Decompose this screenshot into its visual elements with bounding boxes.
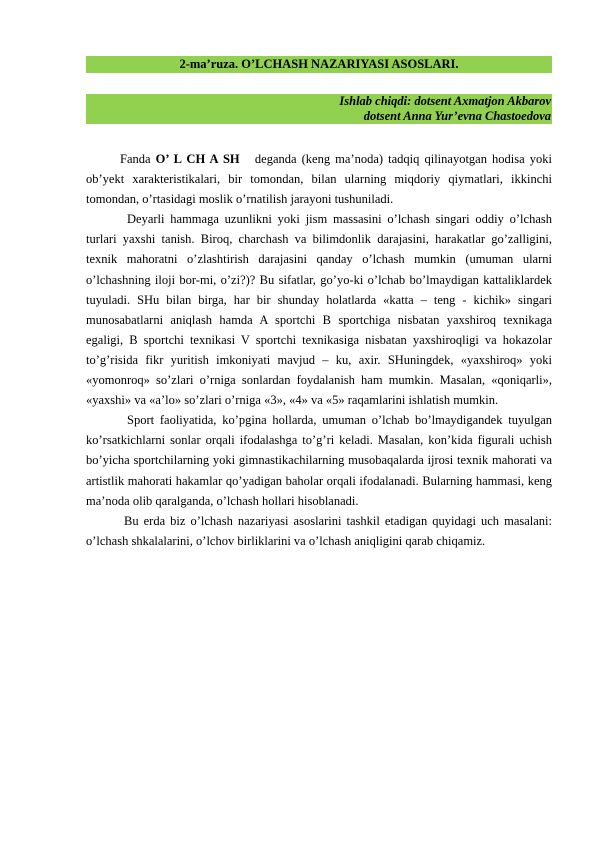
- defined-term: O’ L CH A SH: [155, 152, 240, 166]
- authors-line-1: Ishlab chiqdi: dotsent Axmatjon Akbarov: [339, 94, 551, 108]
- authors-block: [86, 94, 552, 124]
- paragraph-tasks: Bu erda biz o’lchash nazariyasi asoslarini tashkil etadigan quyidagi uch masalani: o’lchash shkalalarini, o’lchov birliklarini va o’lchash aniqligini qarab chiqamiz.: [86, 513, 552, 548]
- paragraph-prefix: Fanda: [120, 152, 156, 166]
- lecture-body: [86, 149, 556, 551]
- lecture-title-bar: [86, 56, 552, 73]
- paragraph-definition-rest: deganda (keng ma’noda) tadqiq qilinayotgan hodisa yoki ob’yekt xarakteristikalari, bir tomondan, bilan ularning miqdoriy qiymatlari, ikkinchi tomondan, o’rtasidagi moslik o’rnatilish jarayoni tushuniladi.: [86, 152, 556, 207]
- paragraph-measurement-examples: Deyarli hammaga uzunlikni yoki jism massasini o’lchash singari oddiy o’lchash turlari yaxshi tanish. Biroq, charchash va bilimdonlik darajasini, harakatlar go’zalligini, texnik mahoratni o’zlashtirish darajasini qanday o’lchash mumkin (umuman ularni o’lchashning iloji bor-mi, o’zi?)? Bu sifatlar, go’yo-ki o’lchab bo’lmaydigan kattaliklardek tuyuladi. SHu bilan birga, har bir shunday holatlarda «katta – teng - kichik» singari munosabatlarni aniqlash hamda A sportchi B sportchiga nisbatan yaxshiroq texnikaga egaligi, B sportchi texnikasi V sportchi texnikasiga nisbatan yaxshiroqligi va hokazolar to’g’risida fikr yuritish imkoniyati mavjud – ku, axir. SHuningdek, «yaxshiroq» yoki «yomonroq» so’zlari o’rniga sonlardan foydalanish ham mumkin. Masalan, «qoniqarli», «yaxshi» va «a’lo» so’zlari o’rniga «3», «4» va «5» raqamlarini ishlatish mumkin.: [86, 212, 552, 408]
- paragraph-sport-activity: Sport faoliyatida, ko’pgina hollarda, umuman o’lchab bo’lmaydigandek tuyulgan ko’rsatkichlarni sonlar orqali ifodalashga to’g’ri keladi. Masalan, kon’kida figurali uchish bo’yicha sportchilarning yoki gimnastikachilarning musobaqalarda ijrosi texnik mahorati va artistlik mahorati hakamlar qo’yadigan baholar orqali ifodalanadi. Bularning hammasi, keng ma’noda olib qaralganda, o’lchash hollari hisoblanadi.: [86, 413, 552, 508]
- paragraph-definition: [86, 149, 556, 209]
- lecture-title: 2-ma’ruza. O’LCHASH NAZARIYASI ASOSLARI.: [179, 57, 459, 71]
- authors-line-2: dotsent Anna Yur’evna Chastoedova: [363, 109, 551, 123]
